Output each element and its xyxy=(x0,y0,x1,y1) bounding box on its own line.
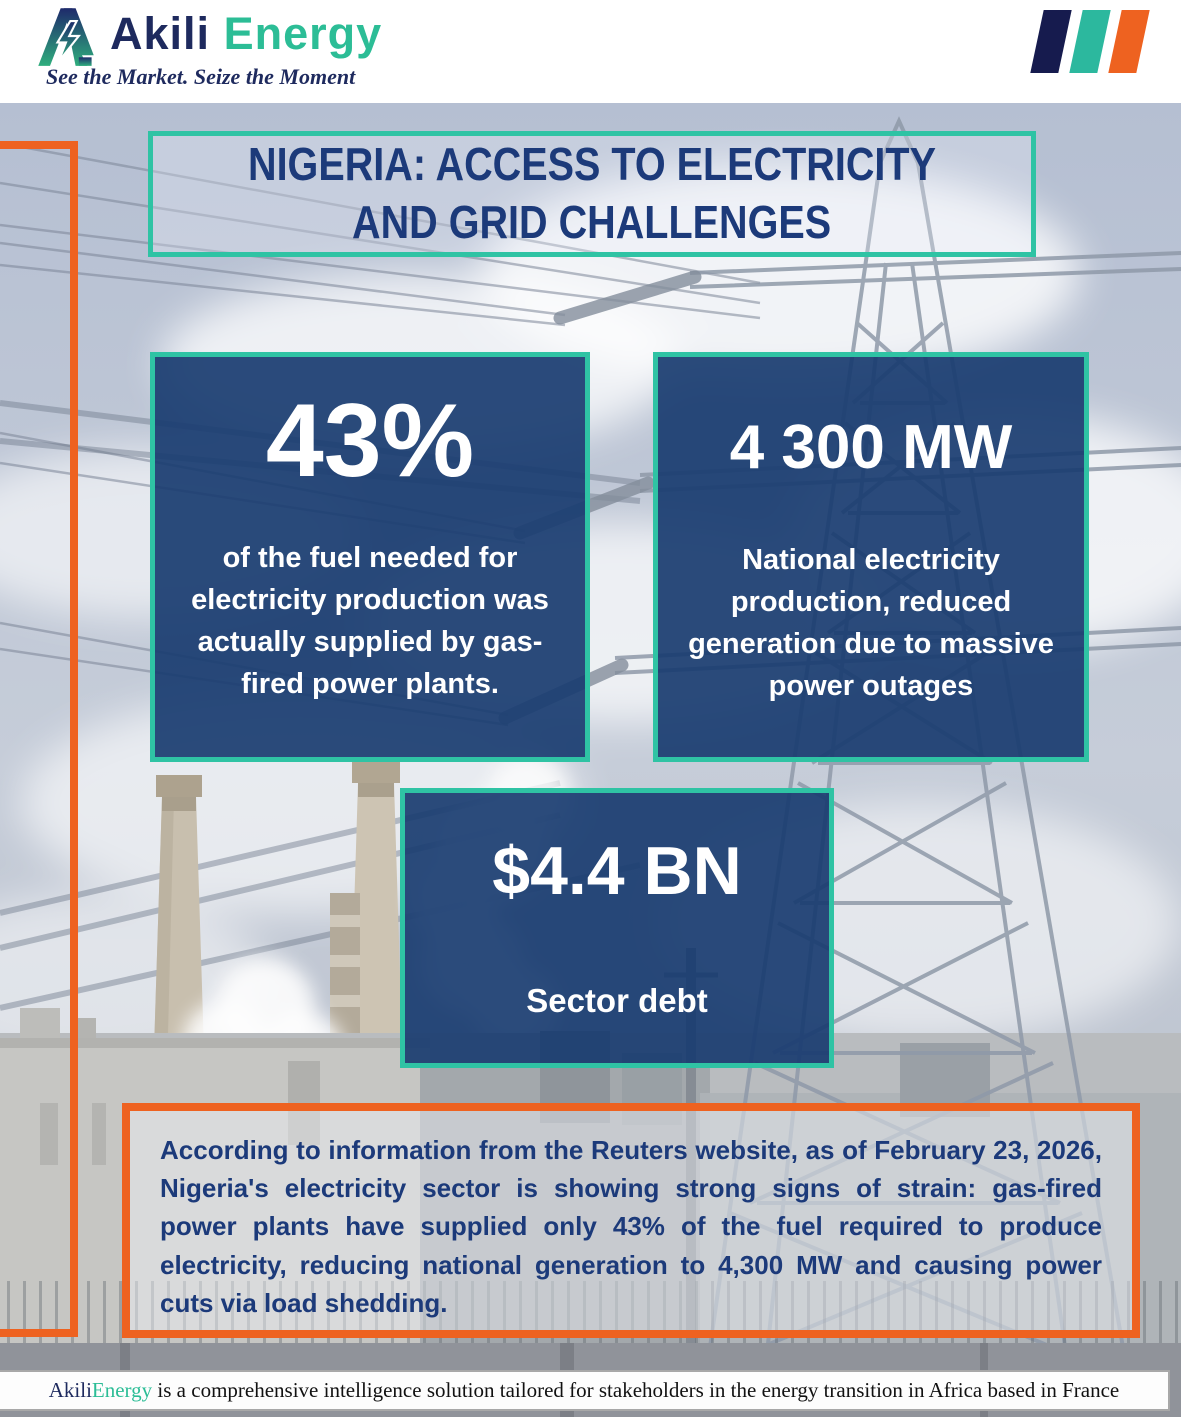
footer-brand-secondary: Energy xyxy=(91,1378,153,1402)
stat-description-sector-debt: Sector debt xyxy=(526,982,708,1019)
footer-brand-primary: Akili xyxy=(48,1378,92,1402)
title-line-1: NIGERIA: ACCESS TO ELECTRICITY xyxy=(248,138,936,191)
stripe-navy xyxy=(1030,10,1071,73)
title-banner xyxy=(148,131,1036,257)
stat-value-fuel-supply: 43% xyxy=(265,383,475,499)
brand-name-primary: Akili xyxy=(110,8,211,59)
brand-name-secondary: Energy xyxy=(223,8,383,59)
stat-card-fuel-supply xyxy=(150,352,590,762)
left-accent-frame xyxy=(0,141,78,1337)
stat-value-production: 4 300 MW xyxy=(729,413,1013,482)
brand-name xyxy=(110,8,382,60)
stripe-teal xyxy=(1069,10,1110,73)
stat-card-production xyxy=(653,352,1089,762)
stripe-orange xyxy=(1108,10,1149,73)
stat-description-fuel-supply: of the fuel needed for electricity production was actually supplied by gas-fired power plants. xyxy=(191,542,549,701)
stat-card-sector-debt xyxy=(400,788,834,1068)
stat-value-sector-debt: $4.4 BN xyxy=(492,833,742,909)
title-line-2: AND GRID CHALLENGES xyxy=(352,196,832,248)
brand-stripes-icon xyxy=(1030,10,1149,73)
footer-text: is a comprehensive intelligence solution tailored for stakeholders in the energy transition in Africa based in France xyxy=(152,1378,1120,1402)
stat-description-production: National electricity production, reduced generation due to massive power outages xyxy=(688,544,1054,703)
summary-text: According to information from the Reuters website, as of February 23, 2026, Nigeria's electricity sector is showing strong signs of strain: gas-fired power plants have supplied only 43% of the fuel required to produce electricity, reducing national generation to 4,300 MW and causing power cuts via load shedding. xyxy=(160,1135,1102,1318)
header xyxy=(0,0,1181,103)
brand-tagline: See the Market. Seize the Moment xyxy=(46,64,356,89)
summary-box xyxy=(122,1103,1140,1338)
akili-lightning-a-icon xyxy=(30,4,102,68)
footer-bar xyxy=(0,1370,1170,1411)
